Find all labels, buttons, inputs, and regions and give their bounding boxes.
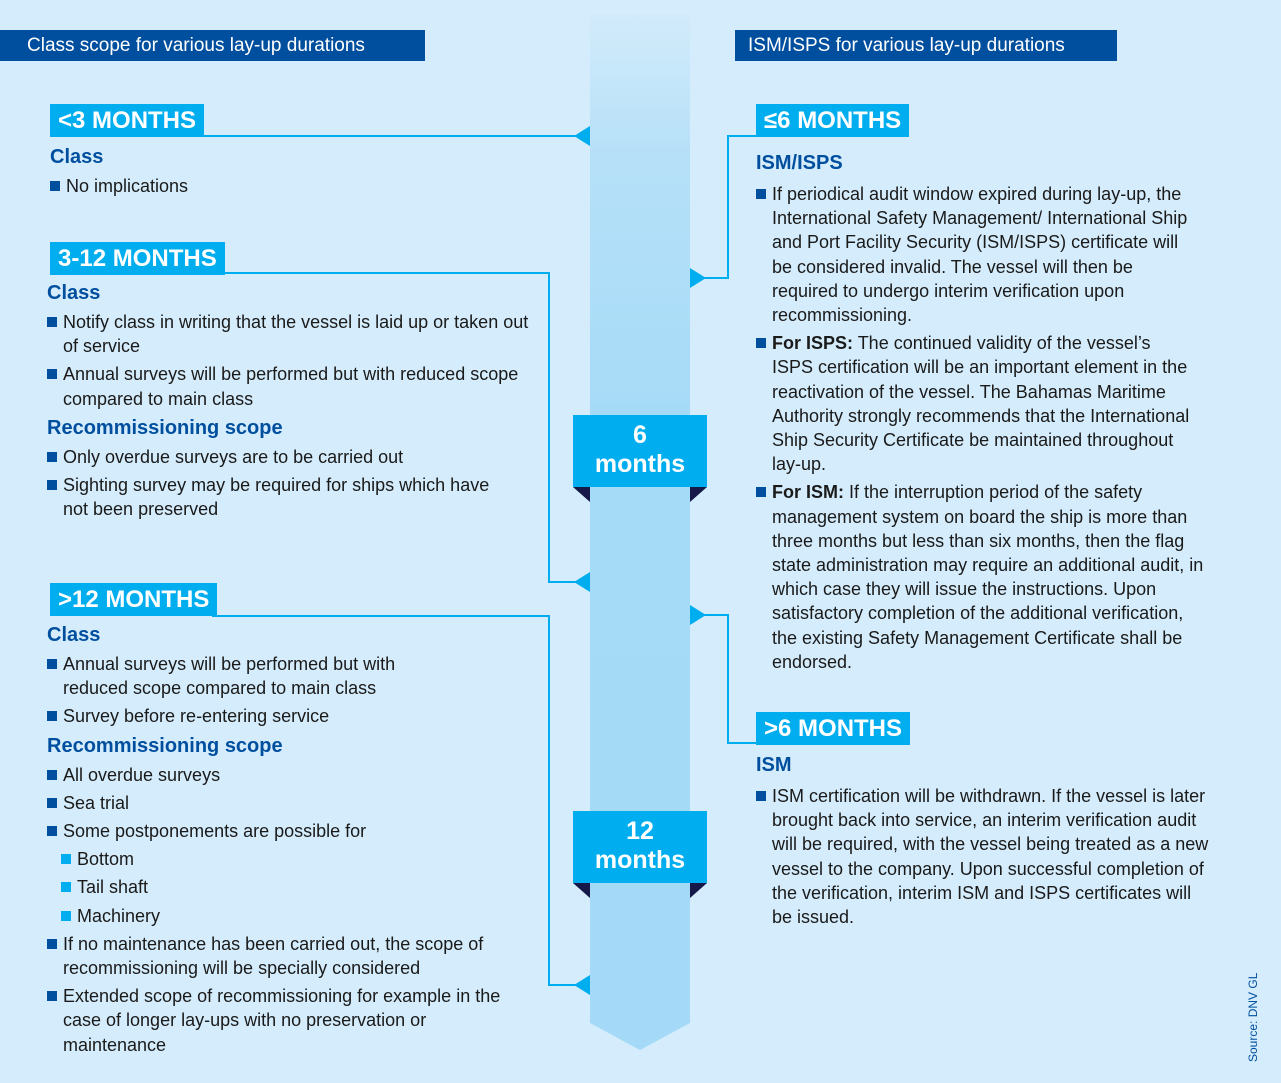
- bullet-item: Some postponements are possible for: [47, 819, 527, 843]
- timeline-bar: [590, 14, 690, 1050]
- subheading: Recommissioning scope: [47, 416, 283, 439]
- bullet-item: For ISPS: The continued validity of the vessel’s ISPS certification will be an important element in the reactivation of the vessel. The Bahamas Maritime Authority strongly recommends that the International Ship Security Certificate be maintained throughout lay-up.: [756, 331, 1196, 476]
- connector-line: [727, 135, 757, 137]
- duration-label-gt6: >6 MONTHS: [756, 712, 910, 745]
- bullet-item: For ISM: If the interruption period of the safety management system on board the ship is more than three months but less than six months, then the flag state administration may require an additional audit, in which case they will issue the instructions. Upon satisfactory completion of the additional verification, the existing Safety Management Certificate shall be endorsed.: [756, 480, 1206, 674]
- arrow-left-icon: [574, 126, 590, 146]
- ribbon-fold: [690, 883, 707, 898]
- bullet-item: If no maintenance has been carried out, the scope of recommissioning will be specially considered: [47, 932, 522, 980]
- right-panel-title: ISM/ISPS for various lay-up durations: [735, 30, 1117, 61]
- connector-line: [727, 742, 757, 744]
- duration-label-3-12: 3-12 MONTHS: [50, 242, 225, 275]
- connector-line: [548, 984, 576, 986]
- section-lt3: [50, 144, 520, 202]
- source-credit: Source: DNV GL: [1246, 972, 1260, 1062]
- bullet-item: Annual surveys will be performed but with reduced scope compared to main class: [47, 362, 537, 410]
- subheading: ISM/ISPS: [756, 152, 843, 174]
- bullet-item: Extended scope of recommissioning for example in the case of longer lay-ups with no preservation or maintenance: [47, 984, 517, 1057]
- milestone-12-months: 12 months: [573, 811, 707, 883]
- section-gt12: [47, 622, 527, 1061]
- duration-label-gt12: >12 MONTHS: [50, 583, 217, 616]
- bullet-item: No implications: [50, 174, 520, 198]
- section-le6: [756, 150, 1216, 678]
- arrow-right-icon: [690, 605, 706, 625]
- connector-line: [727, 135, 729, 279]
- bullet-item: Notify class in writing that the vessel is laid up or taken out of service: [47, 310, 537, 358]
- connector-line: [548, 615, 550, 986]
- arrow-right-icon: [690, 268, 706, 288]
- bullet-item: Only overdue surveys are to be carried out: [47, 445, 537, 469]
- connector-line: [727, 614, 729, 744]
- connector-line: [548, 272, 550, 583]
- sub-bullet-item: Bottom: [61, 847, 527, 871]
- connector-line: [212, 615, 550, 617]
- section-gt6: [756, 752, 1216, 933]
- section-3-12: [47, 280, 537, 525]
- subheading: Class: [47, 282, 101, 304]
- bullet-item: If periodical audit window expired during lay-up, the International Safety Management/ International Ship and Port Facility Security (ISM/ISPS) certificate will be considered invalid. The vessel will then be required to undergo interim verification upon recommissioning.: [756, 182, 1201, 327]
- bullet-item: ISM certification will be withdrawn. If the vessel is later brought back into service, an interim verification audit will be required, with the vessel being treated as a new vessel to the company. Upon successful completion of the verification, interim ISM and ISPS certificates will be issued.: [756, 784, 1211, 929]
- ribbon-fold: [573, 883, 590, 898]
- sub-bullet-item: Machinery: [61, 904, 527, 928]
- ribbon-fold: [573, 487, 590, 502]
- milestone-6-months: 6 months: [573, 415, 707, 487]
- duration-label-lt3: <3 MONTHS: [50, 104, 204, 137]
- subheading: Recommissioning scope: [47, 734, 283, 757]
- subheading: Class: [50, 146, 104, 168]
- bullet-item: Sighting survey may be required for ships which have not been preserved: [47, 473, 507, 521]
- sub-bullet-item: Tail shaft: [61, 875, 527, 899]
- arrow-left-icon: [574, 975, 590, 995]
- bullet-item: All overdue surveys: [47, 763, 527, 787]
- subheading: ISM: [756, 754, 792, 776]
- left-panel-title: Class scope for various lay-up durations: [0, 30, 425, 61]
- ribbon-fold: [690, 487, 707, 502]
- duration-label-le6: ≤6 MONTHS: [756, 104, 909, 137]
- arrow-left-icon: [574, 572, 590, 592]
- connector-line: [548, 581, 576, 583]
- bullet-item: Survey before re-entering service: [47, 704, 527, 728]
- connector-line: [220, 272, 550, 274]
- bullet-item: Sea trial: [47, 791, 527, 815]
- subheading: Class: [47, 624, 101, 646]
- bullet-item: Annual surveys will be performed but with reduced scope compared to main class: [47, 652, 457, 700]
- connector-line: [200, 135, 576, 137]
